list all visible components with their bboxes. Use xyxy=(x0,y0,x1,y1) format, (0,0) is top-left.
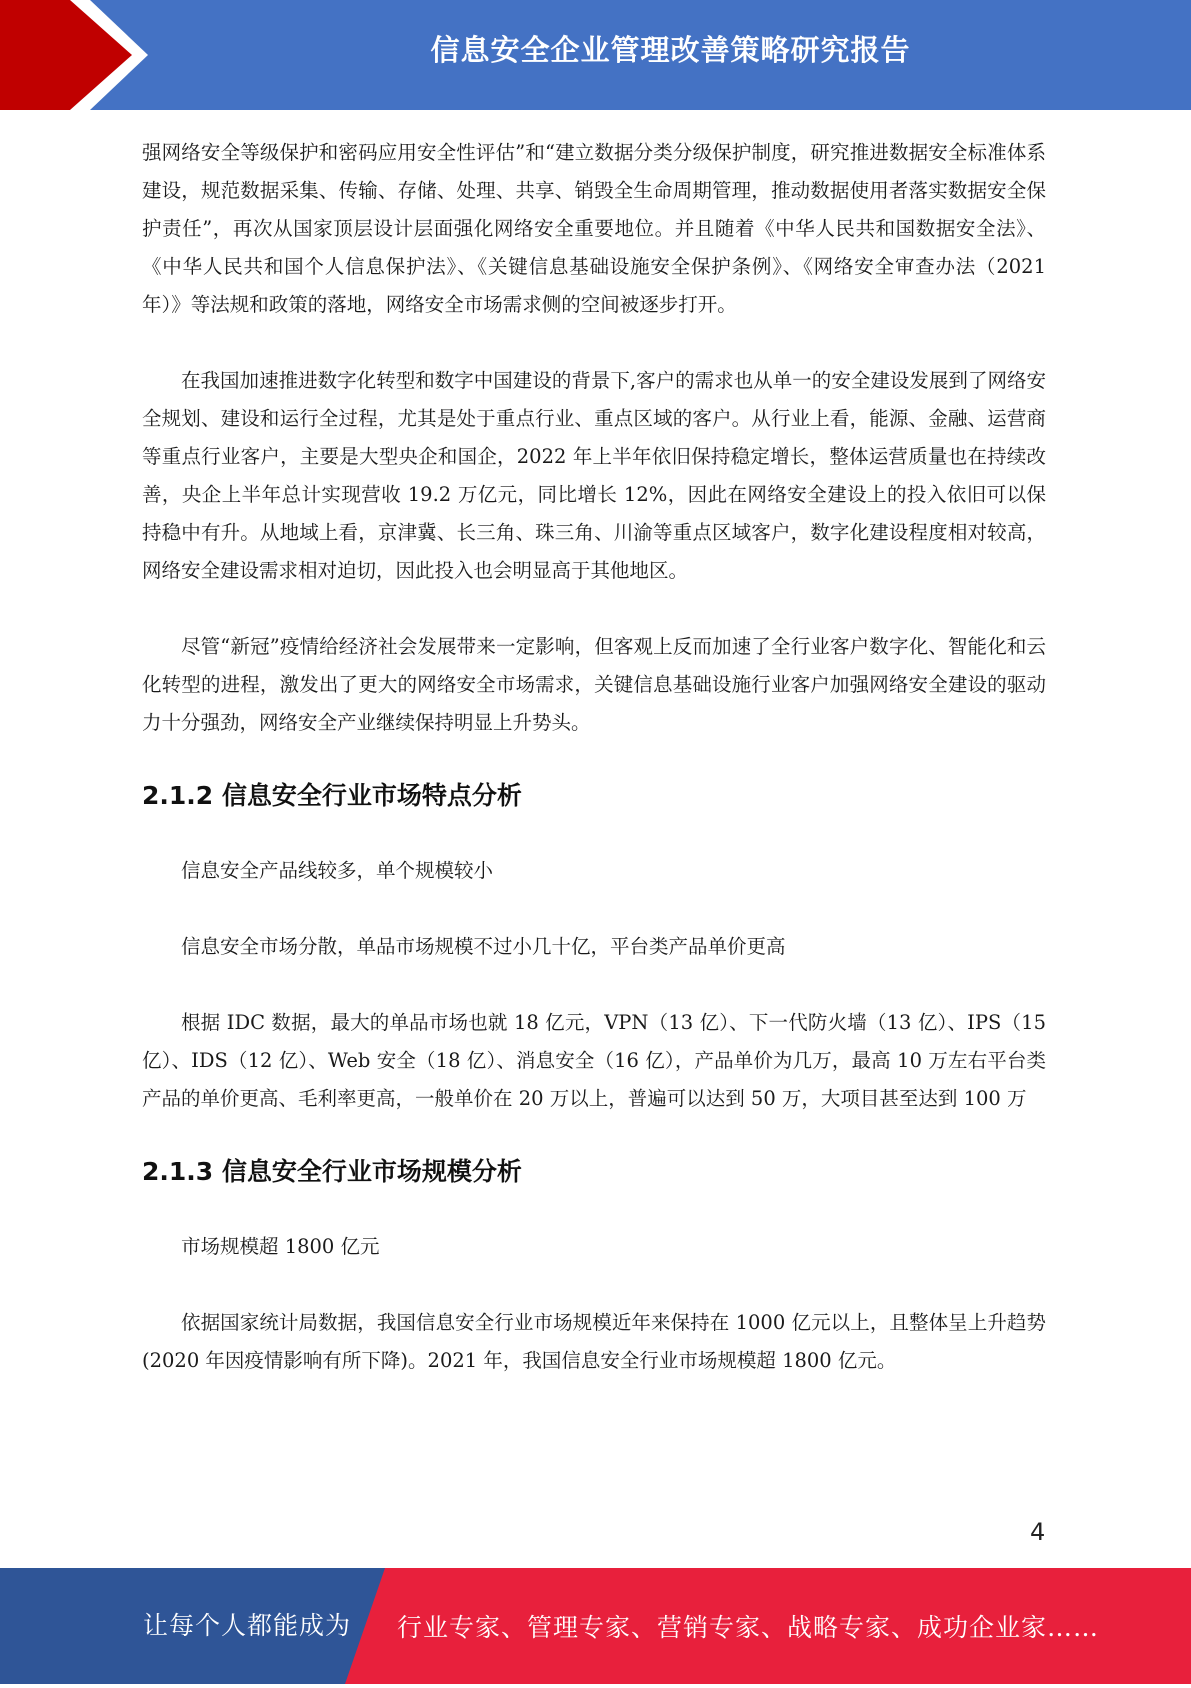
section-heading-market-features: 2.1.2 信息安全行业市场特点分析 xyxy=(142,781,522,810)
paragraph-covid-impact: 尽管“新冠”疫情给经济社会发展带来一定影响，但客观上反而加速了全行业客户数字化、智能化和云化转型的进程，激发出了更大的网络安全市场需求，关键信息基础设施行业客户加强网络安全建设的驱动力十分强劲，网络安全产业继续保持明显上升势头。 xyxy=(142,635,1046,734)
paragraph-market-dispersed: 信息安全市场分散，单品市场规模不过小几十亿，平台类产品单价更高 xyxy=(181,935,786,958)
page-number: 4 xyxy=(1030,1518,1046,1546)
paragraph-idc-data: 根据 IDC 数据，最大的单品市场也就 18 亿元，VPN（13 亿）、下一代防火墙（13 亿）、IPS（15 亿）、IDS（12 亿）、Web 安全（18 亿）、消息安全（16 亿），产品单价为几万，最高 10 万左右平台类产品的单价更高、毛利率更高，一般单价在 20 万以上，普遍可以达到 50 万，大项目甚至达到 100 万 xyxy=(142,1011,1046,1110)
paragraph-market-size-detail: 依据国家统计局数据，我国信息安全行业市场规模近年来保持在 1000 亿元以上，且整体呈上升趋势(2020 年因疫情影响有所下降)。2021 年，我国信息安全行业市场规模超 1800 亿元。 xyxy=(142,1311,1046,1372)
paragraph-market-size-headline: 市场规模超 1800 亿元 xyxy=(181,1235,380,1258)
page-content xyxy=(142,134,1046,1380)
paragraph-product-lines: 信息安全产品线较多，单个规模较小 xyxy=(181,859,494,882)
footer-banner xyxy=(0,1568,1191,1684)
header-arrow-decoration xyxy=(0,0,150,110)
section-heading-market-size: 2.1.3 信息安全行业市场规模分析 xyxy=(142,1157,522,1186)
document-title: 信息安全企业管理改善策略研究报告 xyxy=(430,33,911,67)
footer-slogan-left: 让每个人都能成为 xyxy=(143,1611,352,1640)
footer-slogan-right: 行业专家、管理专家、营销专家、战略专家、成功企业家…… xyxy=(397,1613,1100,1642)
header-banner xyxy=(0,0,1191,110)
paragraph-policy: 强网络安全等级保护和密码应用安全性评估”和“建立数据分类分级保护制度，研究推进数据安全标准体系建设，规范数据采集、传输、存储、处理、共享、销毁全生命周期管理，推动数据使用者落实数据安全保护责任”，再次从国家顶层设计层面强化网络安全重要地位。并且随着《中华人民共和国数据安全法》、《中华人民共和国个人信息保护法》、《关键信息基础设施安全保护条例》、《网络安全审查办法（2021 年）》等法规和政策的落地，网络安全市场需求侧的空间被逐步打开。 xyxy=(142,141,1046,316)
paragraph-customer-demand: 在我国加速推进数字化转型和数字中国建设的背景下,客户的需求也从单一的安全建设发展到了网络安全规划、建设和运行全过程，尤其是处于重点行业、重点区域的客户。从行业上看，能源、金融、运营商等重点行业客户，主要是大型央企和国企，2022 年上半年依旧保持稳定增长，整体运营质量也在持续改善，央企上半年总计实现营收 19.2 万亿元，同比增长 12%，因此在网络安全建设上的投入依旧可以保持稳中有升。从地域上看，京津冀、长三角、珠三角、川渝等重点区域客户，数字化建设程度相对较高，网络安全建设需求相对迫切，因此投入也会明显高于其他地区。 xyxy=(142,369,1046,582)
